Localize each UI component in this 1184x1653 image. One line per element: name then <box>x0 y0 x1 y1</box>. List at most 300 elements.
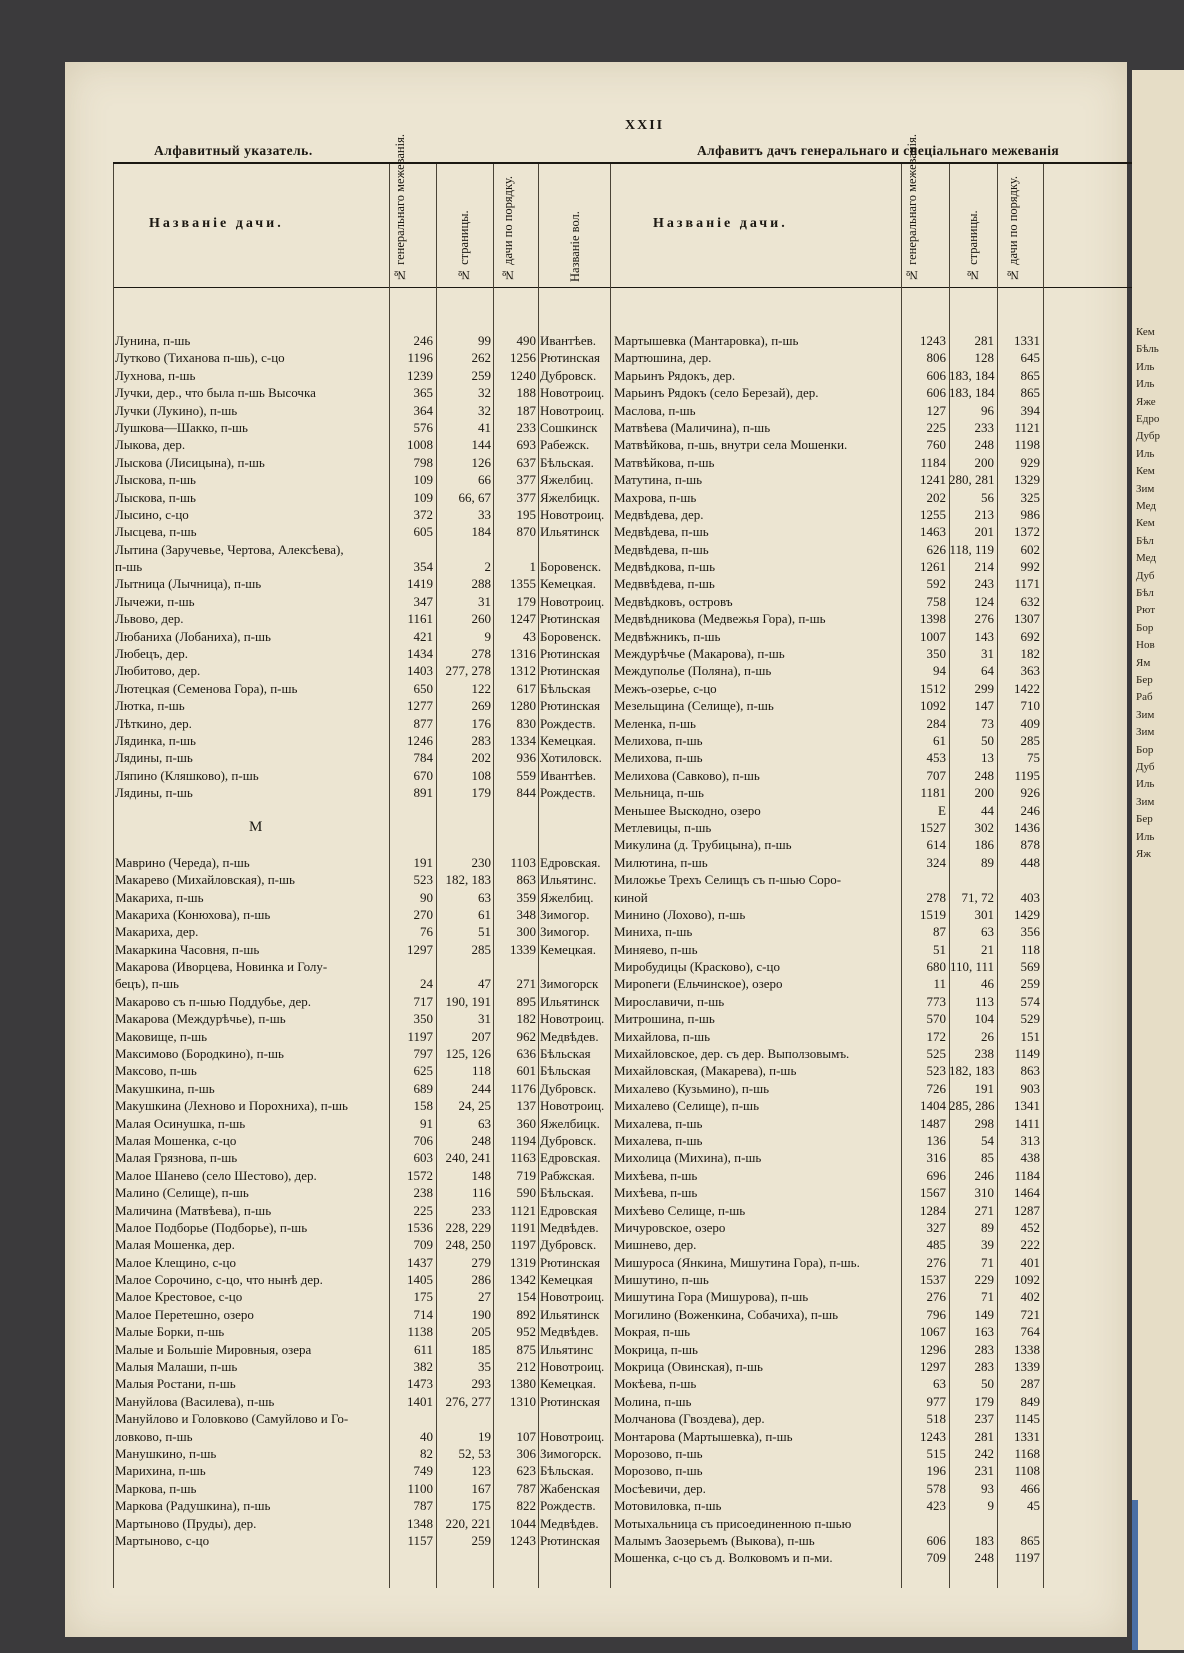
gen-number: 1519 <box>920 906 946 922</box>
ord-number: 1198 <box>1014 437 1040 453</box>
place-name: Лутково (Тиханова п-шь), с-цо <box>115 350 285 366</box>
gen-number: 1008 <box>407 437 433 453</box>
index-row <box>113 593 610 610</box>
volost-name: Бѣльская <box>540 1063 591 1079</box>
index-row <box>113 1410 610 1427</box>
page-number-cell: 93 <box>981 1480 994 1496</box>
place-name: Лытница (Лычница), п-шь <box>115 576 262 592</box>
page-number-cell: 283 <box>974 1341 994 1357</box>
gen-number: 1067 <box>920 1324 946 1340</box>
volost-name: Рождеств. <box>540 1498 596 1514</box>
page-number-cell: 220, 221 <box>445 1515 491 1531</box>
gen-number: 1405 <box>407 1272 433 1288</box>
index-row <box>113 1132 610 1149</box>
gen-number: 706 <box>413 1132 433 1148</box>
place-name: Любаниха (Лобаниха), п-шь <box>115 628 271 644</box>
ord-number: 1372 <box>1014 524 1040 540</box>
column-header-ord-right: № дачи по порядку. <box>1006 175 1020 282</box>
place-name: Лядинка, п-шь <box>115 732 196 748</box>
place-name: Мишутина Гора (Мишурова), п-шь <box>614 1289 809 1305</box>
gen-number: 1255 <box>920 506 946 522</box>
page-number: XXII <box>625 118 665 133</box>
neighbor-fragment: Кем <box>1136 517 1155 530</box>
index-row <box>113 575 610 592</box>
place-name: Меньшее Выскодно, озеро <box>614 802 761 818</box>
page-number-cell: 260 <box>471 611 491 627</box>
page-number-cell: 125, 126 <box>445 1046 491 1062</box>
volost-name: Новотроиц. <box>540 1289 605 1305</box>
gen-number: 1296 <box>920 1341 946 1357</box>
place-name: Мокрая, п-шь <box>614 1324 691 1340</box>
gen-number: 347 <box>413 593 433 609</box>
gen-number: 453 <box>926 750 946 766</box>
index-row <box>610 1254 1040 1271</box>
place-name: Мироnеги (Ельчинское), озеро <box>614 976 783 992</box>
neighbor-fragment: Зим <box>1136 795 1155 808</box>
page-number-cell: 269 <box>471 698 491 714</box>
gen-number: 316 <box>926 1150 946 1166</box>
place-name: Макариха, п-шь <box>115 889 204 905</box>
gen-number: 717 <box>413 993 433 1009</box>
ord-number: 636 <box>516 1046 536 1062</box>
place-name: Малое Подборье (Подборье), п-шь <box>115 1219 308 1235</box>
page-number-cell: 63 <box>478 889 491 905</box>
place-name: Митрошина, п-шь <box>614 1011 715 1027</box>
place-name: Михалево (Селище), п-шь <box>614 1098 759 1114</box>
place-name: Михѣева, п-шь <box>614 1185 698 1201</box>
index-row <box>610 1515 1040 1532</box>
ord-number: 1197 <box>1014 1550 1040 1566</box>
index-row <box>610 436 1040 453</box>
volost-name: Кемецкая. <box>540 1376 597 1392</box>
neighbor-fragment: Рют <box>1136 604 1155 617</box>
column-header-page-right: № страницы. <box>966 210 980 282</box>
page-number-cell: 89 <box>981 854 994 870</box>
index-row <box>113 941 610 958</box>
ord-number: 632 <box>1020 593 1040 609</box>
place-name: Малая Грязнова, п-шь <box>115 1150 238 1166</box>
volost-name: Зимогорск <box>540 976 599 992</box>
letter-heading: M <box>249 818 263 835</box>
gen-number: 1463 <box>920 524 946 540</box>
ord-number: 401 <box>1020 1254 1040 1270</box>
gen-number: 714 <box>413 1306 433 1322</box>
index-row <box>113 506 610 523</box>
index-row <box>610 923 1040 940</box>
place-name: Лучки (Лукино), п-шь <box>115 402 238 418</box>
gen-number: 61 <box>933 732 946 748</box>
volost-name: Бѣльская. <box>540 1185 594 1201</box>
index-row <box>610 349 1040 366</box>
place-name: Макушкина, п-шь <box>115 1080 215 1096</box>
place-name: Мишутино, п-шь <box>614 1272 709 1288</box>
gen-number: 109 <box>413 489 433 505</box>
index-row <box>610 384 1040 401</box>
gen-number: 1512 <box>920 680 946 696</box>
place-name: Лухнова, п-шь <box>115 367 196 383</box>
index-row <box>113 732 610 749</box>
volost-name: Рютинская <box>540 698 601 714</box>
place-name: Лыкова, дер. <box>115 437 186 453</box>
ord-number: 602 <box>1020 541 1040 557</box>
neighbor-fragment: Иль <box>1136 447 1155 460</box>
index-row <box>113 489 610 506</box>
index-row <box>610 697 1040 714</box>
ord-number: 187 <box>516 402 536 418</box>
ord-number: 403 <box>1020 889 1040 905</box>
ord-number: 952 <box>516 1324 536 1340</box>
index-row <box>113 1062 610 1079</box>
index-row <box>113 1115 610 1132</box>
page-number-cell: 50 <box>981 1376 994 1392</box>
volost-name: Яжелбицк. <box>540 1115 600 1131</box>
page-number-cell: 293 <box>471 1376 491 1392</box>
place-name: Малая Мошенка, с-цо <box>115 1132 237 1148</box>
volost-name: Рютинская <box>540 1532 601 1548</box>
place-name: Мартюшина, дер. <box>614 350 712 366</box>
page-number-cell: 191 <box>974 1080 994 1096</box>
page-number-cell: 183, 184 <box>949 385 995 401</box>
place-name: Миниха, п-шь <box>614 924 693 940</box>
place-name: Маслова, п-шь <box>614 402 696 418</box>
place-name: Мишуроса (Янкина, Мишутина Гора), п-шь. <box>614 1254 860 1270</box>
ord-number: 271 <box>516 976 536 992</box>
ord-number: 1247 <box>510 611 536 627</box>
place-name: Лысцева, п-шь <box>115 524 197 540</box>
gen-number: 760 <box>926 437 946 453</box>
volost-name: Едровская. <box>540 1150 601 1166</box>
index-row <box>113 384 610 401</box>
ord-number: 1195 <box>1014 767 1040 783</box>
page-number-cell: 66, 67 <box>458 489 491 505</box>
volost-name: Новотроиц. <box>540 1428 605 1444</box>
ord-number: 559 <box>516 767 536 783</box>
place-name: Макариха (Конюхова), п-шь <box>115 906 271 922</box>
index-row <box>113 1306 610 1323</box>
gen-number: Е <box>938 802 946 818</box>
gen-number: 606 <box>926 367 946 383</box>
page-number-cell: 27 <box>478 1289 491 1305</box>
ord-number: 1329 <box>1014 472 1040 488</box>
gen-number: 523 <box>413 872 433 888</box>
place-name: Мокрица, п-шь <box>614 1341 698 1357</box>
page-number-cell: 285 <box>471 941 491 957</box>
gen-number: 606 <box>926 1532 946 1548</box>
page-number-cell: 118, 119 <box>949 541 994 557</box>
neighbor-fragment: Иль <box>1136 378 1155 391</box>
ord-number: 1307 <box>1014 611 1040 627</box>
page-number-cell: 279 <box>471 1254 491 1270</box>
page-number-cell: 190 <box>471 1306 491 1322</box>
page-number-cell: 262 <box>471 350 491 366</box>
ord-number: 287 <box>1020 1376 1040 1392</box>
place-name: Мартыново (Пруды), дер. <box>115 1515 257 1531</box>
index-row <box>610 454 1040 471</box>
place-name: Макарово съ п-шью Поддубье, дер. <box>115 993 311 1009</box>
ord-number: 1171 <box>1014 576 1040 592</box>
gen-number: 1100 <box>407 1480 433 1496</box>
index-row <box>113 1532 610 1549</box>
gen-number: 11 <box>933 976 946 992</box>
gen-number: 158 <box>413 1098 433 1114</box>
volost-name: Рождеств. <box>540 785 596 801</box>
place-name: Медвѣдникова (Медвежья Гора), п-шь <box>614 611 826 627</box>
gen-number: 798 <box>413 454 433 470</box>
index-row <box>113 1393 610 1410</box>
index-row <box>113 923 610 940</box>
place-name: Маркова (Радушкина), п-шь <box>115 1498 271 1514</box>
page-number-cell: 288 <box>471 576 491 592</box>
neighbor-fragment: Иль <box>1136 830 1155 843</box>
volost-name: Новотроиц. <box>540 402 605 418</box>
neighbor-fragment: Бер <box>1136 674 1153 686</box>
ord-number: 764 <box>1020 1324 1040 1340</box>
place-name: Лядины, п-шь <box>115 750 193 766</box>
index-row <box>610 1341 1040 1358</box>
page-number-cell: 63 <box>478 1115 491 1131</box>
page-number-cell: 259 <box>471 367 491 383</box>
ord-number: 601 <box>516 1063 536 1079</box>
ord-number: 1464 <box>1014 1185 1040 1201</box>
index-row <box>113 367 610 384</box>
place-name: Маврино (Череда), п-шь <box>115 854 250 870</box>
page-number-cell: 183, 184 <box>949 367 995 383</box>
page-number-cell: 184 <box>471 524 491 540</box>
gen-number: 1239 <box>407 367 433 383</box>
place-name: Ляпино (Кляшково), п-шь <box>115 767 259 783</box>
volost-name: Рютинская <box>540 350 601 366</box>
volost-name: Яжелбиц. <box>540 889 594 905</box>
gen-number: 324 <box>926 854 946 870</box>
neighbor-fragment: Яж <box>1136 848 1151 860</box>
volost-name: Дубровск. <box>540 1132 597 1148</box>
page-number-cell: 2 <box>484 559 491 575</box>
page-number-cell: 71, 72 <box>961 889 994 905</box>
gen-number: 576 <box>413 419 433 435</box>
gen-number: 238 <box>413 1185 433 1201</box>
page-number-cell: 182, 183 <box>445 872 491 888</box>
gen-number: 1401 <box>407 1393 433 1409</box>
place-name: Медвѣдева, п-шь <box>614 524 709 540</box>
place-name: Мелихова, п-шь <box>614 750 703 766</box>
volost-name: Ильятинск <box>540 524 600 540</box>
volost-name: Рютинская <box>540 646 601 662</box>
neighbor-fragment: Зим <box>1136 708 1155 721</box>
index-row <box>610 854 1040 871</box>
index-row <box>113 715 610 732</box>
gen-number: 246 <box>413 333 433 348</box>
gen-number: 1536 <box>407 1219 433 1235</box>
gen-number: 1398 <box>920 611 946 627</box>
index-row <box>610 767 1040 784</box>
index-row <box>113 1219 610 1236</box>
place-name: Минино (Лохово), п-шь <box>614 906 746 922</box>
gen-number: 284 <box>926 715 946 731</box>
ord-number: 1243 <box>510 1532 536 1548</box>
page-number-cell: 248 <box>974 1550 994 1566</box>
neighbor-fragment: Дуб <box>1136 569 1155 582</box>
ord-number: 1339 <box>510 941 536 957</box>
gen-number: 202 <box>926 489 946 505</box>
column-header-page-left: № страницы. <box>457 210 471 282</box>
ord-number: 590 <box>516 1185 536 1201</box>
index-row <box>610 958 1040 975</box>
gen-number: 270 <box>413 906 433 922</box>
index-row <box>113 471 610 488</box>
ord-number: 1103 <box>510 854 536 870</box>
index-row <box>610 332 1040 349</box>
page-number-cell: 41 <box>478 419 491 435</box>
index-row <box>113 1323 610 1340</box>
page-number-cell: 51 <box>478 924 491 940</box>
index-row <box>113 662 610 679</box>
gen-number: 877 <box>413 715 433 731</box>
place-name: Малымъ Заозерьемъ (Выкова), п-шь <box>614 1532 815 1548</box>
ord-number: 1121 <box>1014 419 1040 435</box>
ord-number: 1422 <box>1014 680 1040 696</box>
index-row <box>113 645 610 662</box>
neighbor-fragment: Нов <box>1136 639 1155 652</box>
column-rule <box>1043 164 1044 1588</box>
page-number-cell: 183 <box>974 1532 994 1548</box>
page-number-cell: 214 <box>974 559 994 575</box>
ord-number: 844 <box>516 785 536 801</box>
place-name: Мезельщина (Селище), п-шь <box>614 698 774 714</box>
gen-number: 1419 <box>407 576 433 592</box>
gen-number: 1284 <box>920 1202 946 1218</box>
place-name: Макарево (Михайловская), п-шь <box>115 872 295 888</box>
place-name: Мануйлово и Головково (Самуйлово и Го- <box>115 1411 349 1427</box>
page-number-cell: 113 <box>974 993 994 1009</box>
index-row <box>113 836 610 853</box>
index-row <box>610 993 1040 1010</box>
volost-name: Рабжская. <box>540 1167 595 1183</box>
ord-number: 962 <box>516 1028 536 1044</box>
index-row <box>610 802 1040 819</box>
gen-number: 327 <box>926 1219 946 1235</box>
ord-number: 1342 <box>510 1272 536 1288</box>
adjacent-page-strip <box>1132 70 1184 1650</box>
ord-number: 875 <box>516 1341 536 1357</box>
index-row <box>113 1271 610 1288</box>
gen-number: 758 <box>926 593 946 609</box>
index-row <box>113 889 610 906</box>
page-number-cell: 64 <box>981 663 994 679</box>
neighbor-fragment: Бѣль <box>1136 343 1159 356</box>
place-name: Мокѣева, п-шь <box>614 1376 697 1392</box>
page-number-cell: 31 <box>478 593 491 609</box>
volost-name: Яжелбицк. <box>540 489 600 505</box>
volost-name: Новотроиц. <box>540 1359 605 1375</box>
gen-number: 709 <box>926 1550 946 1566</box>
page-number-cell: 147 <box>974 698 994 714</box>
index-row <box>610 489 1040 506</box>
gen-number: 1181 <box>920 785 946 801</box>
ord-number: 865 <box>1020 385 1040 401</box>
running-header-right: Алфавитъ дачъ генеральнаго и спеціальнаго межеванія <box>697 143 1060 158</box>
ord-number: 1331 <box>1014 1428 1040 1444</box>
volost-name: Рютинская <box>540 663 601 679</box>
page-number-cell: 302 <box>974 819 994 835</box>
index-row <box>610 819 1040 836</box>
page-number-cell: 9 <box>484 628 491 644</box>
column-header-gen-right: № генеральнаго межеванія. <box>905 134 919 282</box>
index-row <box>610 1549 1040 1566</box>
index-row <box>113 628 610 645</box>
page-number-cell: 47 <box>478 976 491 992</box>
gen-number: 787 <box>413 1498 433 1514</box>
ord-number: 1108 <box>1014 1463 1040 1479</box>
page-number-cell: 32 <box>478 385 491 401</box>
ord-number: 787 <box>516 1480 536 1496</box>
gen-number: 806 <box>926 350 946 366</box>
place-name: Малое Шанево (село Шестово), дер. <box>115 1167 317 1183</box>
gen-number: 364 <box>413 402 433 418</box>
page-number-cell: 248, 250 <box>445 1237 491 1253</box>
index-row <box>610 1062 1040 1079</box>
volost-name: Бѣльская. <box>540 1463 594 1479</box>
ord-number: 137 <box>516 1098 536 1114</box>
ord-number: 822 <box>516 1498 536 1514</box>
gen-number: 570 <box>926 1011 946 1027</box>
column-header-vol-left: Названіе вол. <box>568 211 582 282</box>
page-number-cell: 201 <box>974 524 994 540</box>
place-name: Мирославичи, п-шь <box>614 993 725 1009</box>
page-number-cell: 163 <box>974 1324 994 1340</box>
gen-number: 1243 <box>920 333 946 348</box>
index-row <box>113 332 610 349</box>
volost-name: Ильятинск <box>540 993 600 1009</box>
place-name: Малое Клещино, с-цо <box>115 1254 237 1270</box>
ord-number: 865 <box>1020 367 1040 383</box>
neighbor-fragment: Бор <box>1136 743 1154 756</box>
index-row <box>113 1341 610 1358</box>
gen-number: 611 <box>413 1341 433 1357</box>
page-number-cell: 179 <box>974 1393 994 1409</box>
page-number-cell: 248 <box>471 1132 491 1148</box>
ord-number: 1312 <box>510 663 536 679</box>
place-name: Лычежи, п-шь <box>115 593 195 609</box>
index-row <box>610 1428 1040 1445</box>
neighbor-fragment: Ям <box>1136 656 1151 669</box>
index-row <box>113 541 610 558</box>
volost-name: Яжелбиц. <box>540 472 594 488</box>
page-number-cell: 50 <box>981 732 994 748</box>
place-name: Мосѣевичи, дер. <box>614 1480 706 1496</box>
index-row <box>610 836 1040 853</box>
gen-number: 614 <box>926 837 946 853</box>
index-row <box>113 819 610 836</box>
index-row <box>113 1028 610 1045</box>
place-name: Макарова (Междурѣчье), п-шь <box>115 1011 286 1027</box>
page-number-cell: 238 <box>974 1046 994 1062</box>
index-row <box>610 645 1040 662</box>
page-number-cell: 44 <box>981 802 994 818</box>
ord-number: 359 <box>516 889 536 905</box>
gen-number: 515 <box>926 1446 946 1461</box>
page-number-cell: 243 <box>974 576 994 592</box>
volost-name: Дубровск. <box>540 1237 597 1253</box>
ord-number: 1339 <box>1014 1359 1040 1375</box>
gen-number: 175 <box>413 1289 433 1305</box>
ord-number: 1 <box>529 559 536 575</box>
gen-number: 278 <box>926 889 946 905</box>
ord-number: 721 <box>1020 1306 1040 1322</box>
gen-number: 1184 <box>920 454 946 470</box>
ord-number: 1338 <box>1014 1341 1040 1357</box>
page-number-cell: 205 <box>471 1324 491 1340</box>
place-name: Малая Осинушка, п-шь <box>115 1115 246 1131</box>
